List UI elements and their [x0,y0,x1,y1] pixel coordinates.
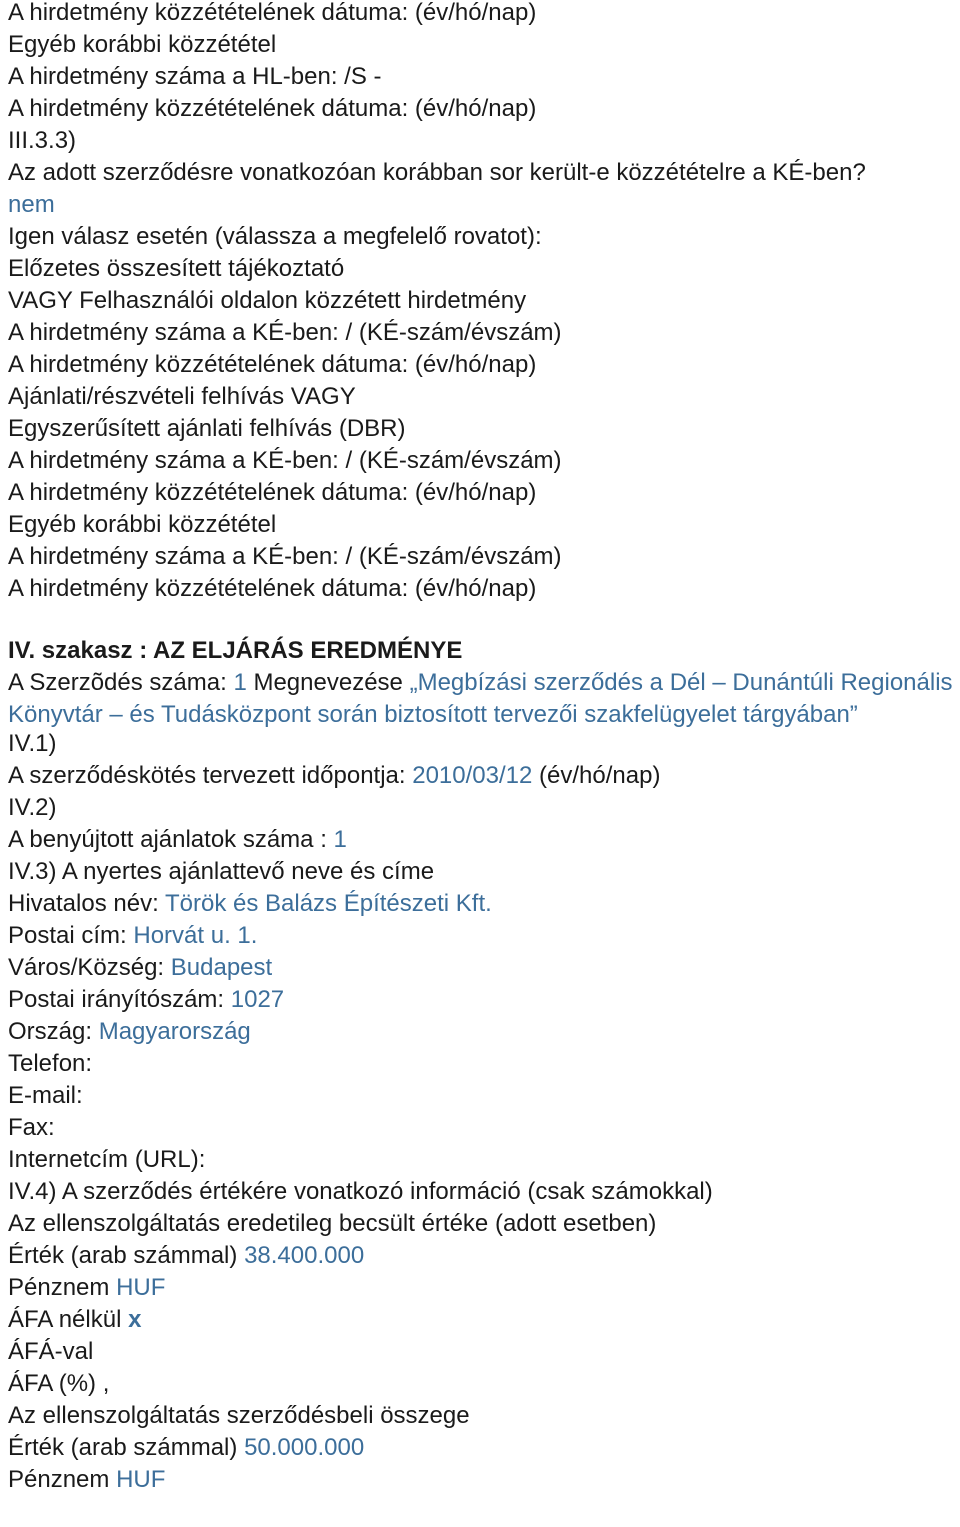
contract-name-label: Megnevezése [253,669,403,696]
publication-date-line: A hirdetmény közzétételének dátuma: (év/hó/nap) [8,95,537,122]
postal-address-value: Horvát u. 1. [133,922,258,949]
fax-label: Fax: [8,1114,55,1141]
publication-date-line: A hirdetmény közzétételének dátuma: (év/hó/nap) [8,479,537,506]
ke-notice-number-line: A hirdetmény száma a KÉ-ben: / (KÉ-szám/évszám) [8,543,562,570]
section-iv-3-heading: IV.3) A nyertes ajánlattevő neve és címe [8,858,435,885]
contract-notice-option: Ajánlati/részvételi felhívás VAGY [8,383,356,410]
vat-excluded-mark: x [128,1306,142,1333]
contract-date-unit: (év/hó/nap) [539,762,661,789]
official-name-value: Török és Balázs Építészeti Kft. [164,890,492,917]
city-line [8,955,960,987]
contract-currency-value: HUF [116,1466,166,1493]
official-name-line [8,891,960,923]
estimated-value-heading: Az ellenszolgáltatás eredetileg becsült értéke (adott esetben) [8,1210,657,1237]
section-iv-4-heading: IV.4) A szerződés értékére vonatkozó információ (csak számokkal) [8,1178,713,1205]
publication-date-line: A hirdetmény közzétételének dátuma: (év/hó/nap) [8,0,537,26]
contract-date-line [8,763,960,795]
country-line [8,1019,960,1051]
offers-count-value: 1 [333,826,347,853]
vat-percent-label: ÁFA (%) , [8,1370,110,1397]
country-label: Ország: [8,1018,93,1045]
contract-date-label: A szerződéskötés tervezett időpontja: [8,762,406,789]
buyer-profile-notice: VAGY Felhasználói oldalon közzétett hirdetmény [8,287,527,314]
contract-number-label: A Szerzõdés száma: [8,669,227,696]
contract-date-value: 2010/03/12 [412,762,533,789]
section-number-iv-1: IV.1) [8,730,57,757]
estimated-value-label: Érték (arab számmal) [8,1242,238,1269]
ke-notice-number-line: A hirdetmény száma a KÉ-ben: / (KÉ-szám/évszám) [8,319,562,346]
section-number-iv-2: IV.2) [8,794,57,821]
section-spacer [8,608,960,638]
other-previous-publication: Egyéb korábbi közzététel [8,511,277,538]
simplified-contract-notice: Egyszerűsített ajánlati felhívás (DBR) [8,415,406,442]
publication-date-line: A hirdetmény közzétételének dátuma: (év/hó/nap) [8,575,537,602]
contract-number-value: 1 [233,669,247,696]
ke-notice-number-line: A hirdetmény száma a KÉ-ben: / (KÉ-szám/évszám) [8,447,562,474]
postal-code-value: 1027 [230,986,285,1013]
section-number-iii-3-3: III.3.3) [8,127,77,154]
vat-included-label: ÁFÁ-val [8,1338,94,1365]
offers-count-label: A benyújtott ajánlatok száma : [8,826,327,853]
contract-value-line [8,1435,960,1467]
vat-excluded-line [8,1307,960,1339]
yes-answer-instruction: Igen válasz esetén (válassza a megfelelő rovatot): [8,223,542,250]
publication-date-line: A hirdetmény közzétételének dátuma: (év/hó/nap) [8,351,537,378]
contract-value-label: Érték (arab számmal) [8,1434,238,1461]
estimated-value-amount: 38.400.000 [244,1242,365,1269]
prior-information-notice: Előzetes összesített tájékoztató [8,255,345,282]
estimated-currency-label: Pénznem [8,1274,110,1301]
contract-amount-heading: Az ellenszolgáltatás szerződésbeli összege [8,1402,470,1429]
url-label: Internetcím (URL): [8,1146,206,1173]
ke-publication-question: Az adott szerződésre vonatkozóan korábban sor került-e közzétételre a KÉ-ben? [8,159,866,186]
hl-notice-number-line: A hirdetmény száma a HL-ben: /S - [8,63,382,90]
postal-code-line [8,987,960,1019]
phone-label: Telefon: [8,1050,93,1077]
estimated-value-line [8,1243,960,1275]
offers-count-line [8,827,960,859]
contract-name-paragraph [8,667,953,731]
other-previous-publication: Egyéb korábbi közzététel [8,31,277,58]
contract-value-amount: 50.000.000 [244,1434,365,1461]
postal-address-label: Postai cím: [8,922,127,949]
estimated-currency-value: HUF [116,1274,166,1301]
postal-address-line [8,923,960,955]
estimated-currency-line [8,1275,960,1307]
section-iv-heading: IV. szakasz : AZ ELJÁRÁS EREDMÉNYE [8,637,463,664]
email-label: E-mail: [8,1082,83,1109]
contract-name-value: „Megbízási szerződés a Dél – Dunántúli Regionális Könyvtár – és Tudásközpont során biztosított tervezői szakfelügyelet tárgyában” [8,669,953,728]
postal-code-label: Postai irányítószám: [8,986,225,1013]
official-name-label: Hivatalos név: [8,890,159,917]
city-label: Város/Község: [8,954,165,981]
ke-publication-answer: nem [8,191,55,218]
contract-currency-line [8,1467,960,1499]
vat-excluded-label: ÁFA nélkül [8,1306,122,1333]
city-value: Budapest [170,954,273,981]
contract-currency-label: Pénznem [8,1466,110,1493]
country-value: Magyarország [98,1018,251,1045]
